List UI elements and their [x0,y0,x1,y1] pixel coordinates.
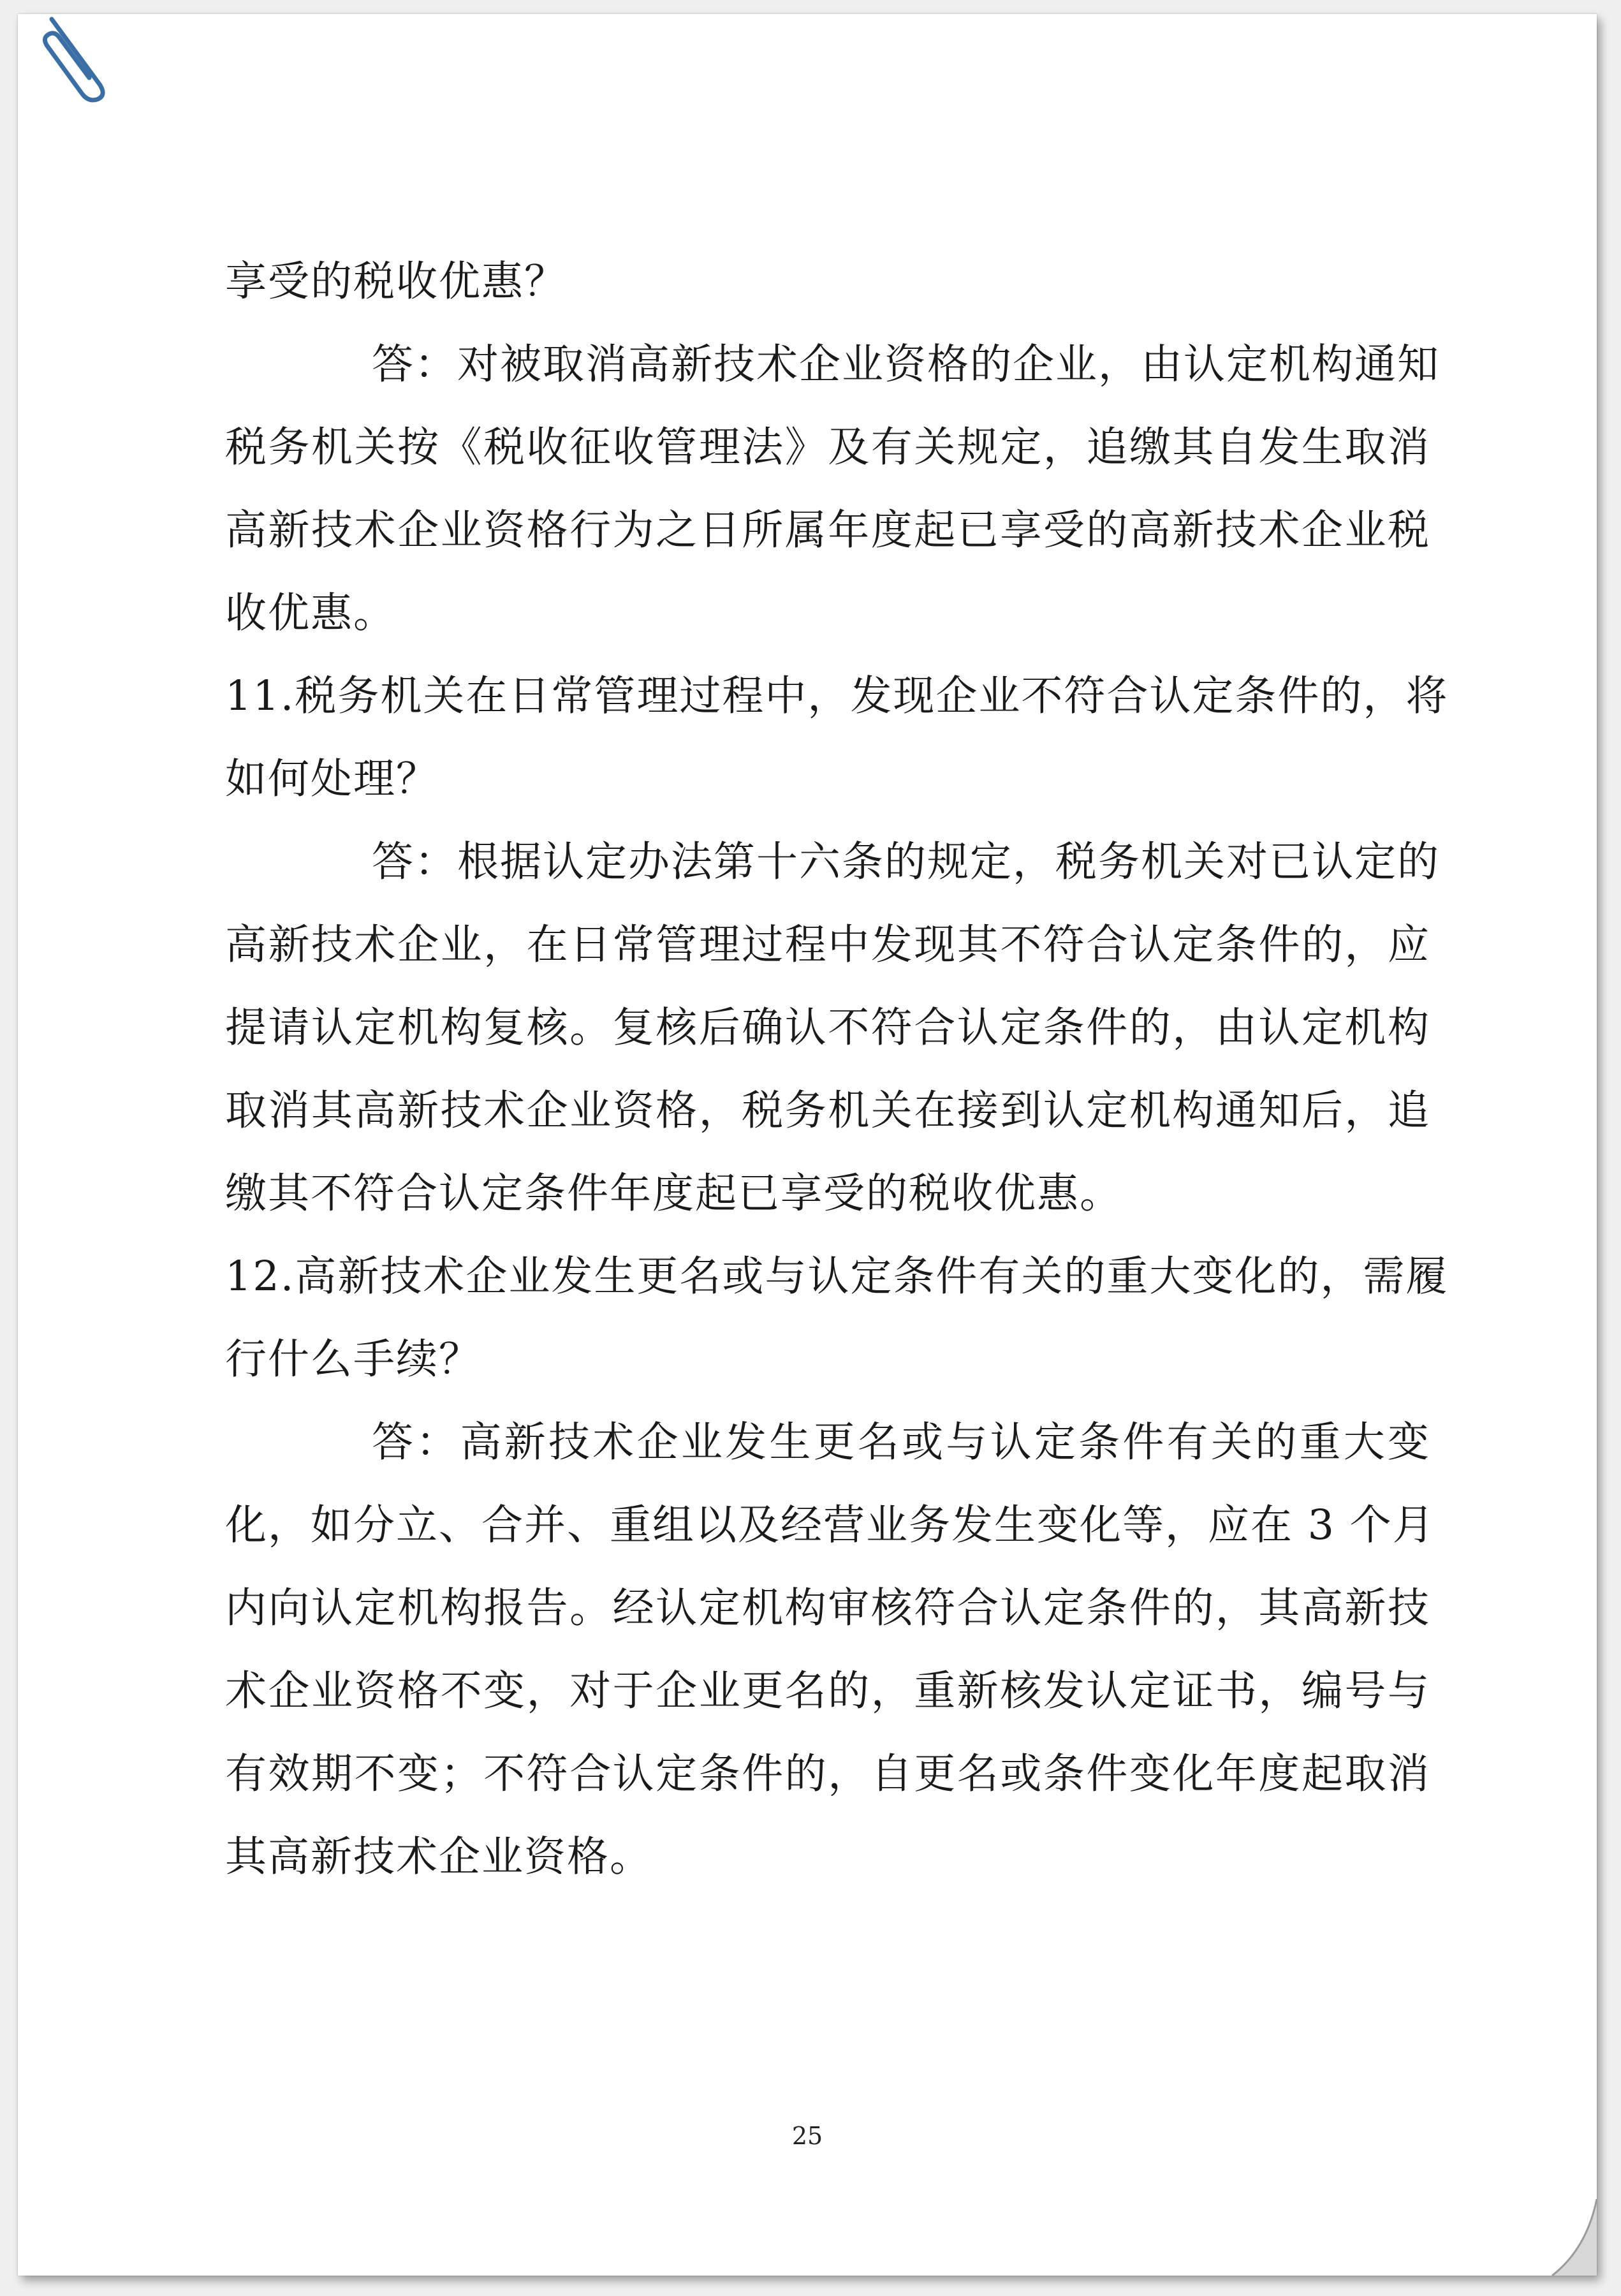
text-line: 答：高新技术企业发生更名或与认定条件有关的重大变 [372,1418,1430,1466]
paperclip-icon [36,14,112,103]
text-line: 缴其不符合认定条件年度起已享受的税收优惠。 [225,1170,1123,1218]
text-line: 税务机关按《税收征收管理法》及有关规定，追缴其自发生取消 [225,423,1430,471]
text-line: 收优惠。 [225,589,397,637]
document-page [18,14,1597,2276]
text-line: 取消其高新技术企业资格，税务机关在接到认定机构通知后，追 [225,1087,1430,1135]
text-line: 有效期不变；不符合认定条件的，自更名或条件变化年度起取消 [225,1750,1430,1798]
text-line: 内向认定机构报告。经认定机构审核符合认定条件的，其高新技 [225,1584,1430,1632]
text-line: 高新技术企业资格行为之日所属年度起已享受的高新技术企业税 [225,506,1430,554]
text-line: 如何处理？ [225,755,439,803]
text-line: 术企业资格不变，对于企业更名的，重新核发认定证书，编号与 [225,1667,1430,1715]
text-line: 其高新技术企业资格。 [225,1833,653,1881]
body-text [225,240,1449,1899]
text-line: 答：对被取消高新技术企业资格的企业，由认定机构通知 [372,341,1441,388]
text-line: 化，如分立、合并、重组以及经营业务发生变化等，应在 3 个月 [225,1501,1435,1549]
text-line: 高新技术企业，在日常管理过程中发现其不符合认定条件的，应 [225,921,1430,969]
page-number: 25 [791,2122,823,2150]
text-line: 行什么手续？ [225,1336,482,1383]
text-line: 12.高新技术企业发生更名或与认定条件有关的重大变化的，需履 [225,1253,1449,1300]
text-line: 享受的税收优惠？ [225,258,568,305]
text-line: 11.税务机关在日常管理过程中，发现企业不符合认定条件的，将 [225,672,1449,720]
page-curl-icon [1520,2186,1597,2276]
text-line: 提请认定机构复核。复核后确认不符合认定条件的，由认定机构 [225,1004,1430,1052]
text-line: 答：根据认定办法第十六条的规定，税务机关对已认定的 [372,838,1441,886]
